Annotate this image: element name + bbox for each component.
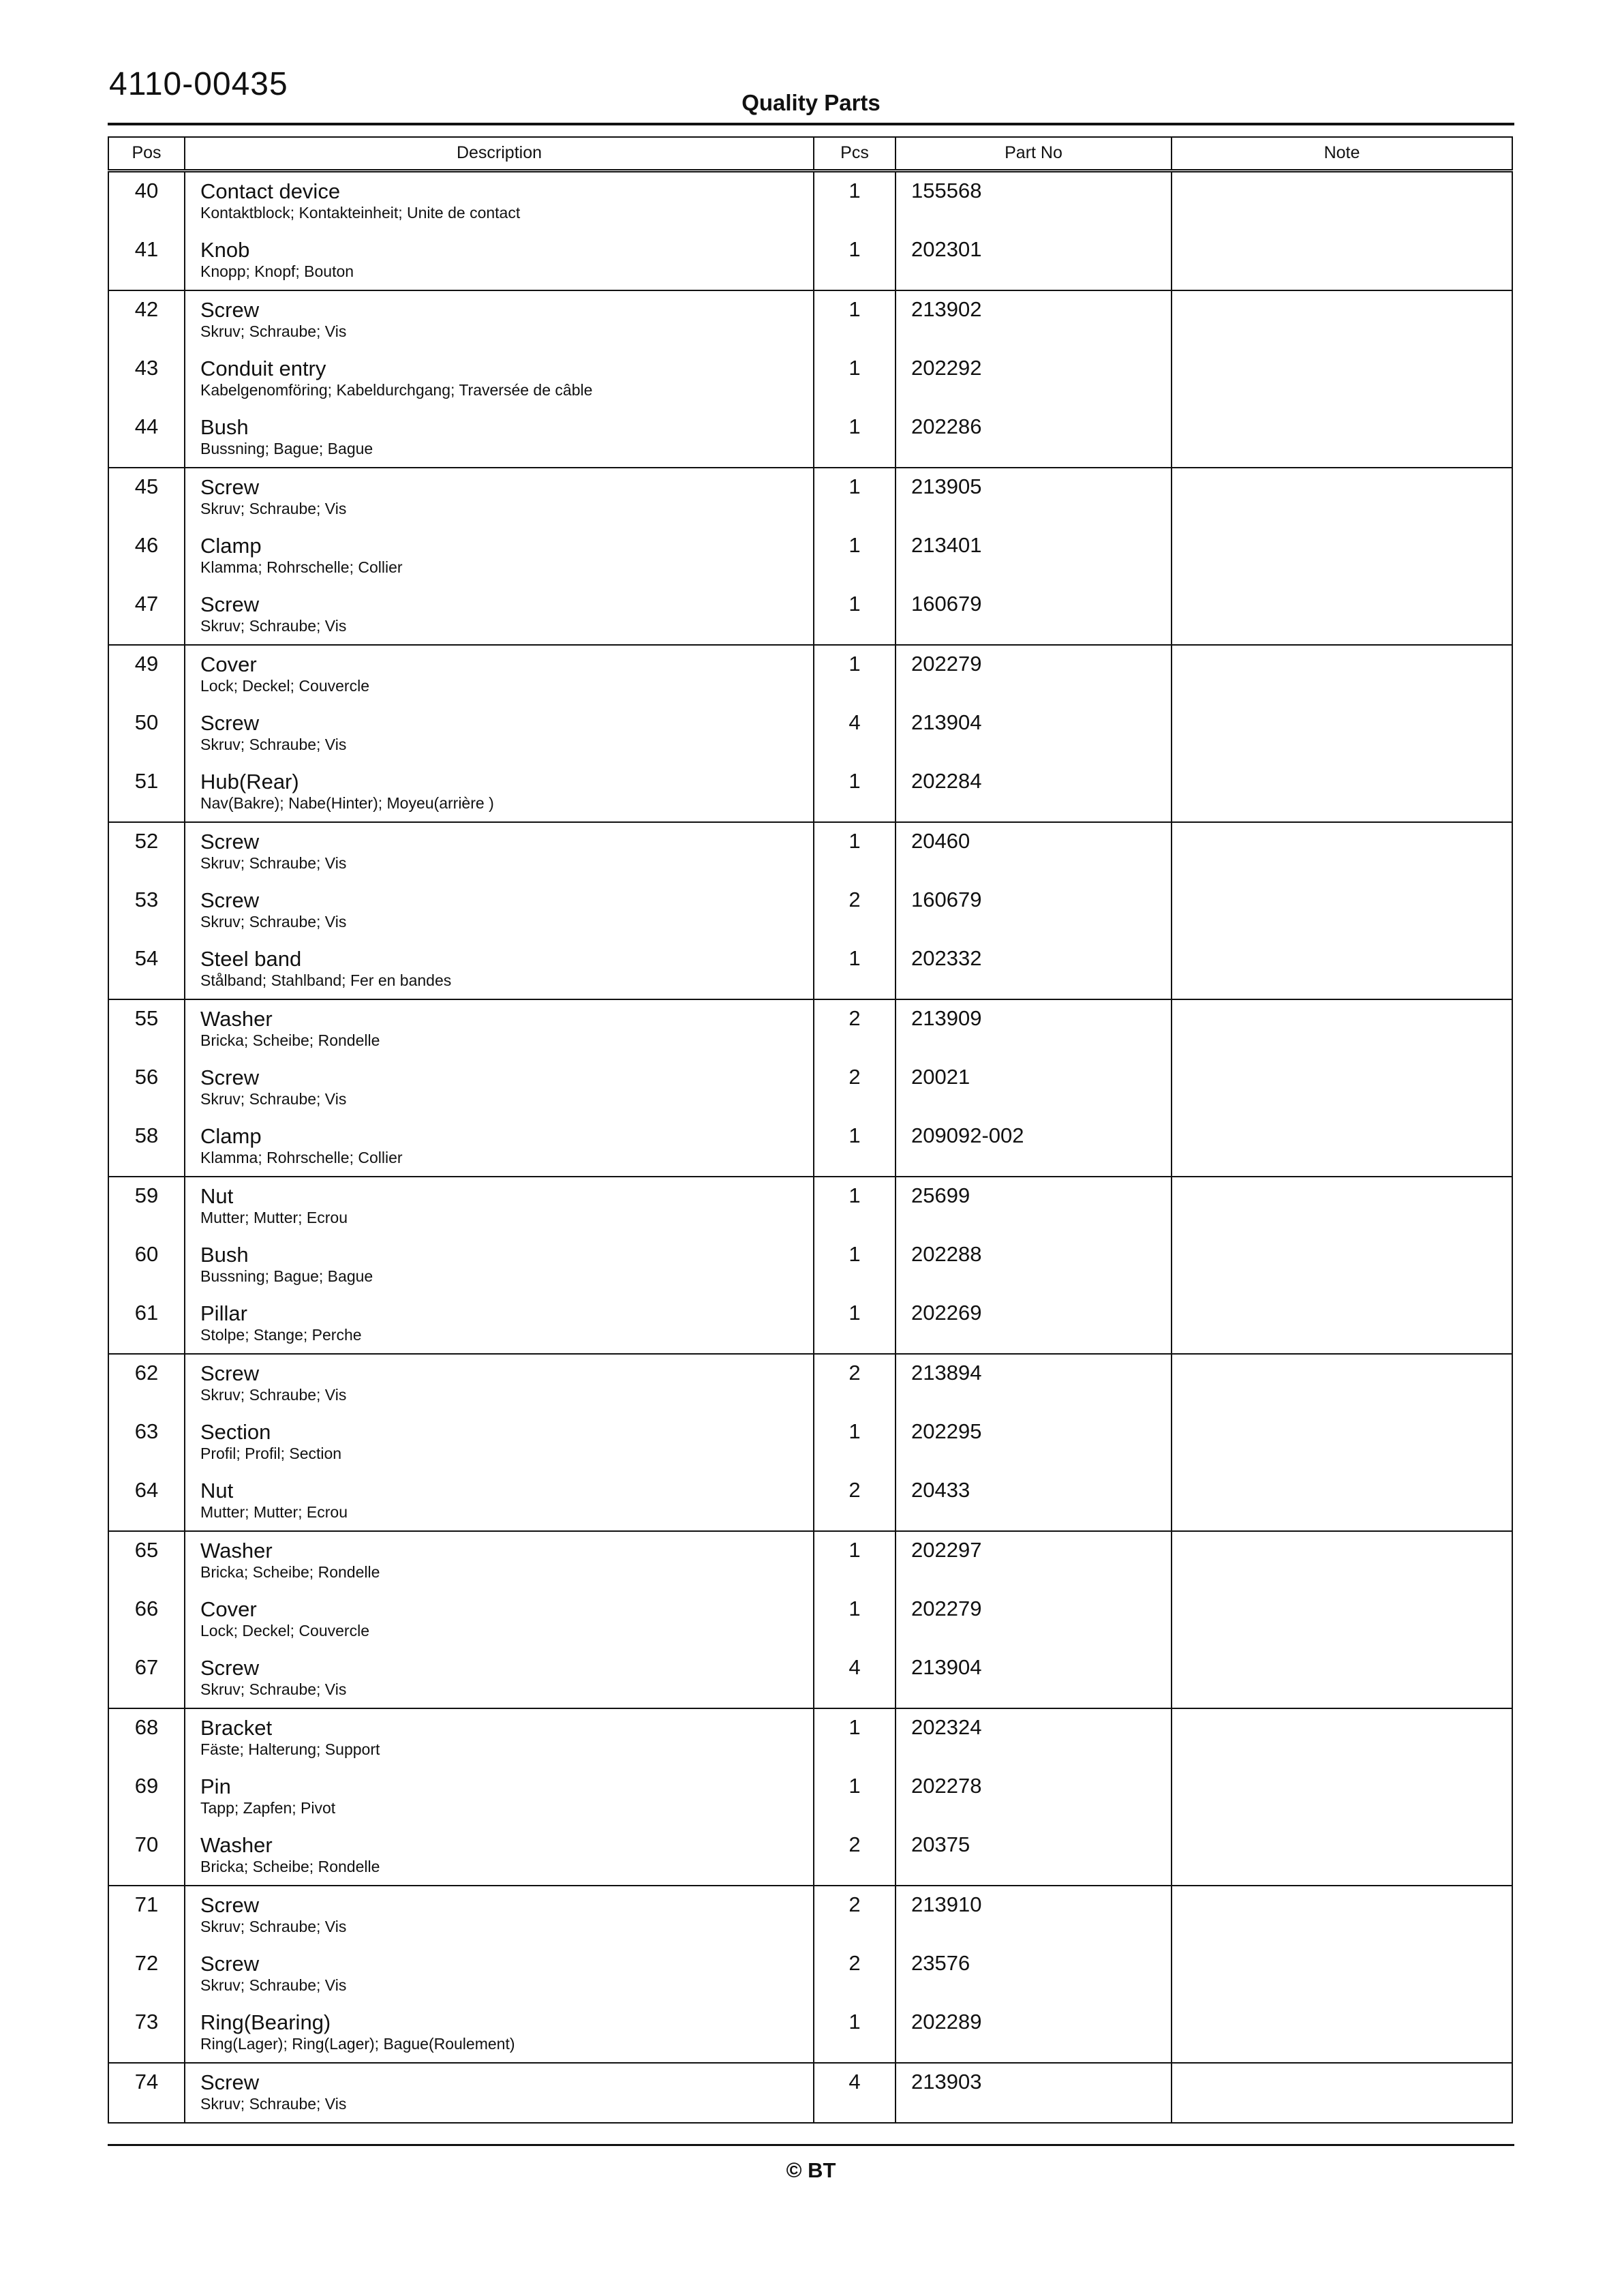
description-main: Bracket: [200, 1716, 273, 1740]
row-pcs: 1: [814, 290, 896, 350]
description-translations: Kabelgenomföring; Kabeldurchgang; Traversée de câble: [200, 381, 593, 399]
row-note: [1172, 1117, 1512, 1177]
row-pcs: 1: [814, 1531, 896, 1590]
row-note: [1172, 1295, 1512, 1354]
page-title: Quality Parts: [741, 90, 881, 115]
row-pcs: 2: [814, 1826, 896, 1886]
row-pos: 52: [108, 822, 185, 881]
row-description: [185, 1826, 814, 1886]
table-row: [108, 1649, 1512, 1708]
row-partno: 160679: [896, 586, 1172, 645]
description-translations: Lock; Deckel; Couvercle: [200, 1622, 369, 1640]
row-partno: 213903: [896, 2063, 1172, 2123]
row-description: [185, 290, 814, 350]
row-partno: 202295: [896, 1413, 1172, 1472]
row-note: [1172, 822, 1512, 881]
description-translations: Klamma; Rohrschelle; Collier: [200, 558, 403, 576]
row-partno: 202284: [896, 763, 1172, 822]
row-pos: 45: [108, 468, 185, 527]
table-row: [108, 408, 1512, 468]
doc-number: 4110-00435: [109, 66, 288, 102]
row-pos: 72: [108, 1945, 185, 2004]
row-pos: 74: [108, 2063, 185, 2123]
row-note: [1172, 645, 1512, 704]
row-description: [185, 763, 814, 822]
description-main: Hub(Rear): [200, 770, 299, 794]
row-pos: 43: [108, 350, 185, 408]
table-header-row: [108, 137, 1512, 171]
row-description: [185, 1708, 814, 1768]
row-note: [1172, 704, 1512, 763]
description-translations: Skruv; Schraube; Vis: [200, 854, 347, 872]
row-pos: 65: [108, 1531, 185, 1590]
row-partno: 202279: [896, 1590, 1172, 1649]
description-translations: Bricka; Scheibe; Rondelle: [200, 1563, 380, 1581]
row-description: [185, 1472, 814, 1531]
row-partno: 213909: [896, 999, 1172, 1059]
row-pcs: 1: [814, 1590, 896, 1649]
table-row: [108, 1236, 1512, 1295]
description-main: Nut: [200, 1184, 234, 1208]
row-partno: 202278: [896, 1768, 1172, 1826]
row-note: [1172, 231, 1512, 290]
table-row: [108, 1708, 1512, 1768]
row-partno: 20460: [896, 822, 1172, 881]
row-note: [1172, 1177, 1512, 1236]
row-description: [185, 645, 814, 704]
row-partno: 213902: [896, 290, 1172, 350]
row-note: [1172, 1708, 1512, 1768]
description-translations: Knopp; Knopf; Bouton: [200, 262, 354, 280]
row-partno: 213894: [896, 1354, 1172, 1413]
table-row: [108, 1768, 1512, 1826]
row-pcs: 1: [814, 408, 896, 468]
page-footer: [108, 2158, 1514, 2183]
table-row: [108, 1945, 1512, 2004]
row-description: [185, 1649, 814, 1708]
row-note: [1172, 408, 1512, 468]
row-pcs: 1: [814, 350, 896, 408]
row-group: [108, 2063, 1512, 2123]
copyright-text: © BT: [786, 2158, 836, 2182]
row-description: [185, 1413, 814, 1472]
table-row: [108, 1826, 1512, 1886]
row-partno: 202324: [896, 1708, 1172, 1768]
row-description: [185, 2063, 814, 2123]
description-translations: Ring(Lager); Ring(Lager); Bague(Roulement): [200, 2035, 515, 2053]
row-partno: 209092-002: [896, 1117, 1172, 1177]
description-main: Conduit entry: [200, 357, 326, 380]
row-pcs: 1: [814, 1236, 896, 1295]
row-pos: 66: [108, 1590, 185, 1649]
row-description: [185, 171, 814, 232]
row-partno: 213904: [896, 704, 1172, 763]
row-partno: 213401: [896, 527, 1172, 586]
row-pcs: 4: [814, 2063, 896, 2123]
row-partno: 23576: [896, 1945, 1172, 2004]
row-pos: 50: [108, 704, 185, 763]
row-pos: 68: [108, 1708, 185, 1768]
row-partno: 202269: [896, 1295, 1172, 1354]
row-note: [1172, 1826, 1512, 1886]
row-description: [185, 1354, 814, 1413]
table-row: [108, 999, 1512, 1059]
row-note: [1172, 1354, 1512, 1413]
row-description: [185, 1945, 814, 2004]
row-group: [108, 999, 1512, 1177]
row-pos: 56: [108, 1059, 185, 1117]
description-translations: Bricka; Scheibe; Rondelle: [200, 1031, 380, 1049]
description-main: Screw: [200, 1066, 260, 1089]
row-pcs: 4: [814, 704, 896, 763]
row-description: [185, 1768, 814, 1826]
row-group: [108, 290, 1512, 468]
row-description: [185, 1590, 814, 1649]
row-note: [1172, 2004, 1512, 2063]
description-translations: Stålband; Stahlband; Fer en bandes: [200, 971, 452, 989]
table-row: [108, 1531, 1512, 1590]
row-group: [108, 1708, 1512, 1886]
row-pos: 67: [108, 1649, 185, 1708]
row-pos: 40: [108, 171, 185, 232]
header-rule: [108, 123, 1514, 125]
description-main: Screw: [200, 830, 260, 854]
description-main: Pillar: [200, 1301, 247, 1325]
row-pcs: 1: [814, 822, 896, 881]
table-row: [108, 1177, 1512, 1236]
table-row: [108, 586, 1512, 645]
row-partno: 202288: [896, 1236, 1172, 1295]
row-partno: 20375: [896, 1826, 1172, 1886]
table-row: [108, 468, 1512, 527]
row-note: [1172, 468, 1512, 527]
row-note: [1172, 1236, 1512, 1295]
row-description: [185, 1059, 814, 1117]
row-description: [185, 586, 814, 645]
table-row: [108, 704, 1512, 763]
row-pos: 64: [108, 1472, 185, 1531]
row-pos: 44: [108, 408, 185, 468]
description-main: Screw: [200, 298, 260, 322]
row-description: [185, 881, 814, 940]
table-header: [108, 137, 1512, 171]
description-main: Screw: [200, 1893, 260, 1917]
row-partno: 160679: [896, 881, 1172, 940]
row-description: [185, 350, 814, 408]
row-description: [185, 231, 814, 290]
table-row: [108, 1590, 1512, 1649]
row-pcs: 1: [814, 527, 896, 586]
table-row: [108, 350, 1512, 408]
description-main: Section: [200, 1420, 271, 1444]
row-pos: 55: [108, 999, 185, 1059]
description-translations: Bussning; Bague; Bague: [200, 1267, 373, 1285]
row-pos: 53: [108, 881, 185, 940]
row-description: [185, 999, 814, 1059]
row-note: [1172, 940, 1512, 999]
row-partno: 202286: [896, 408, 1172, 468]
description-translations: Tapp; Zapfen; Pivot: [200, 1799, 336, 1817]
description-main: Screw: [200, 711, 260, 735]
description-main: Knob: [200, 238, 250, 262]
col-header-partno: Part No: [896, 137, 1172, 171]
row-partno: 202292: [896, 350, 1172, 408]
row-description: [185, 822, 814, 881]
row-pos: 47: [108, 586, 185, 645]
row-pcs: 2: [814, 1472, 896, 1531]
row-partno: 202279: [896, 645, 1172, 704]
page-header: [108, 65, 1514, 123]
row-description: [185, 1177, 814, 1236]
table-row: [108, 527, 1512, 586]
row-partno: 202289: [896, 2004, 1172, 2063]
row-group: [108, 1177, 1512, 1354]
row-pcs: 1: [814, 586, 896, 645]
row-pcs: 1: [814, 645, 896, 704]
description-main: Screw: [200, 1361, 260, 1385]
row-pcs: 1: [814, 1768, 896, 1826]
table-row: [108, 2004, 1512, 2063]
row-pcs: 1: [814, 171, 896, 232]
row-partno: 202297: [896, 1531, 1172, 1590]
row-pcs: 2: [814, 999, 896, 1059]
row-note: [1172, 350, 1512, 408]
description-main: Bush: [200, 415, 249, 439]
row-description: [185, 527, 814, 586]
row-note: [1172, 527, 1512, 586]
col-header-pos: Pos: [108, 137, 185, 171]
table-row: [108, 1295, 1512, 1354]
row-pcs: 1: [814, 231, 896, 290]
row-pcs: 1: [814, 468, 896, 527]
row-pcs: 1: [814, 940, 896, 999]
description-translations: Kontaktblock; Kontakteinheit; Unite de contact: [200, 204, 521, 222]
table-row: [108, 171, 1512, 232]
description-main: Clamp: [200, 1124, 262, 1148]
description-translations: Skruv; Schraube; Vis: [200, 1386, 347, 1404]
table-row: [108, 2063, 1512, 2123]
row-pos: 70: [108, 1826, 185, 1886]
description-main: Screw: [200, 1656, 260, 1680]
table-row: [108, 1059, 1512, 1117]
table-row: [108, 1413, 1512, 1472]
row-pcs: 2: [814, 1059, 896, 1117]
footer-rule: [108, 2144, 1514, 2146]
table-row: [108, 1354, 1512, 1413]
row-pcs: 1: [814, 1177, 896, 1236]
description-main: Cover: [200, 652, 257, 676]
col-header-description: Description: [185, 137, 814, 171]
row-description: [185, 1295, 814, 1354]
row-note: [1172, 290, 1512, 350]
row-pos: 59: [108, 1177, 185, 1236]
row-pcs: 1: [814, 1295, 896, 1354]
row-note: [1172, 1590, 1512, 1649]
table-row: [108, 763, 1512, 822]
row-pcs: 4: [814, 1649, 896, 1708]
description-translations: Skruv; Schraube; Vis: [200, 1090, 347, 1108]
description-main: Washer: [200, 1539, 273, 1562]
description-main: Washer: [200, 1007, 273, 1031]
row-pos: 54: [108, 940, 185, 999]
row-group: [108, 1886, 1512, 2063]
row-pos: 71: [108, 1886, 185, 1945]
row-note: [1172, 1413, 1512, 1472]
description-main: Steel band: [200, 947, 302, 971]
row-partno: 155568: [896, 171, 1172, 232]
row-description: [185, 1236, 814, 1295]
table-row: [108, 231, 1512, 290]
description-translations: Klamma; Rohrschelle; Collier: [200, 1149, 403, 1166]
row-group: [108, 822, 1512, 999]
description-main: Cover: [200, 1597, 257, 1621]
row-note: [1172, 1945, 1512, 2004]
row-note: [1172, 999, 1512, 1059]
table-row: [108, 1117, 1512, 1177]
row-partno: 213905: [896, 468, 1172, 527]
row-group: [108, 1531, 1512, 1708]
row-note: [1172, 763, 1512, 822]
row-note: [1172, 171, 1512, 232]
row-group: [108, 1354, 1512, 1531]
row-description: [185, 2004, 814, 2063]
row-pcs: 2: [814, 881, 896, 940]
row-note: [1172, 1768, 1512, 1826]
row-note: [1172, 2063, 1512, 2123]
row-pos: 42: [108, 290, 185, 350]
row-note: [1172, 586, 1512, 645]
row-pos: 49: [108, 645, 185, 704]
description-main: Ring(Bearing): [200, 2010, 331, 2034]
description-translations: Skruv; Schraube; Vis: [200, 2095, 347, 2113]
row-description: [185, 940, 814, 999]
row-note: [1172, 881, 1512, 940]
row-description: [185, 408, 814, 468]
row-description: [185, 1886, 814, 1945]
row-partno: 202301: [896, 231, 1172, 290]
row-note: [1172, 1531, 1512, 1590]
table-row: [108, 290, 1512, 350]
row-pcs: 1: [814, 1708, 896, 1768]
description-translations: Profil; Profil; Section: [200, 1445, 342, 1462]
description-translations: Mutter; Mutter; Ecrou: [200, 1209, 348, 1226]
row-pos: 60: [108, 1236, 185, 1295]
row-pcs: 1: [814, 1413, 896, 1472]
row-pos: 69: [108, 1768, 185, 1826]
row-pcs: 1: [814, 2004, 896, 2063]
row-group: [108, 468, 1512, 645]
row-partno: 213904: [896, 1649, 1172, 1708]
row-pcs: 1: [814, 763, 896, 822]
table-row: [108, 822, 1512, 881]
description-main: Clamp: [200, 534, 262, 558]
row-note: [1172, 1059, 1512, 1117]
description-translations: Skruv; Schraube; Vis: [200, 736, 347, 753]
description-translations: Skruv; Schraube; Vis: [200, 1976, 347, 1994]
description-translations: Skruv; Schraube; Vis: [200, 322, 347, 340]
description-main: Bush: [200, 1243, 249, 1267]
description-translations: Mutter; Mutter; Ecrou: [200, 1503, 348, 1521]
row-partno: 20021: [896, 1059, 1172, 1117]
row-description: [185, 468, 814, 527]
row-description: [185, 1531, 814, 1590]
row-group: [108, 645, 1512, 822]
description-main: Screw: [200, 475, 260, 499]
table-row: [108, 940, 1512, 999]
row-pcs: 2: [814, 1886, 896, 1945]
col-header-pcs: Pcs: [814, 137, 896, 171]
row-pos: 61: [108, 1295, 185, 1354]
row-note: [1172, 1649, 1512, 1708]
description-main: Screw: [200, 1952, 260, 1976]
row-description: [185, 704, 814, 763]
row-note: [1172, 1472, 1512, 1531]
description-translations: Skruv; Schraube; Vis: [200, 500, 347, 517]
row-partno: 202332: [896, 940, 1172, 999]
table-row: [108, 645, 1512, 704]
description-translations: Nav(Bakre); Nabe(Hinter); Moyeu(arrière ): [200, 794, 494, 812]
description-translations: Skruv; Schraube; Vis: [200, 913, 347, 931]
description-main: Nut: [200, 1479, 234, 1502]
row-note: [1172, 1886, 1512, 1945]
row-pos: 62: [108, 1354, 185, 1413]
description-main: Screw: [200, 2070, 260, 2094]
row-pos: 51: [108, 763, 185, 822]
description-translations: Skruv; Schraube; Vis: [200, 1918, 347, 1935]
table-row: [108, 1472, 1512, 1531]
description-main: Screw: [200, 592, 260, 616]
table-row: [108, 1886, 1512, 1945]
description-main: Pin: [200, 1774, 231, 1798]
row-pcs: 1: [814, 1117, 896, 1177]
row-pcs: 2: [814, 1945, 896, 2004]
table-row: [108, 881, 1512, 940]
row-pos: 46: [108, 527, 185, 586]
description-translations: Bricka; Scheibe; Rondelle: [200, 1858, 380, 1875]
description-main: Washer: [200, 1833, 273, 1857]
row-partno: 25699: [896, 1177, 1172, 1236]
row-group: [108, 171, 1512, 291]
description-translations: Fäste; Halterung; Support: [200, 1740, 380, 1758]
row-pos: 41: [108, 231, 185, 290]
row-pcs: 2: [814, 1354, 896, 1413]
description-translations: Skruv; Schraube; Vis: [200, 1680, 347, 1698]
description-main: Contact device: [200, 179, 341, 203]
description-main: Screw: [200, 888, 260, 912]
description-translations: Stolpe; Stange; Perche: [200, 1326, 362, 1344]
description-translations: Lock; Deckel; Couvercle: [200, 677, 369, 695]
row-pos: 73: [108, 2004, 185, 2063]
description-translations: Bussning; Bague; Bague: [200, 440, 373, 457]
row-partno: 213910: [896, 1886, 1172, 1945]
parts-table: [108, 136, 1513, 2124]
row-description: [185, 1117, 814, 1177]
row-pos: 63: [108, 1413, 185, 1472]
row-partno: 20433: [896, 1472, 1172, 1531]
col-header-note: Note: [1172, 137, 1512, 171]
row-pos: 58: [108, 1117, 185, 1177]
description-translations: Skruv; Schraube; Vis: [200, 617, 347, 635]
